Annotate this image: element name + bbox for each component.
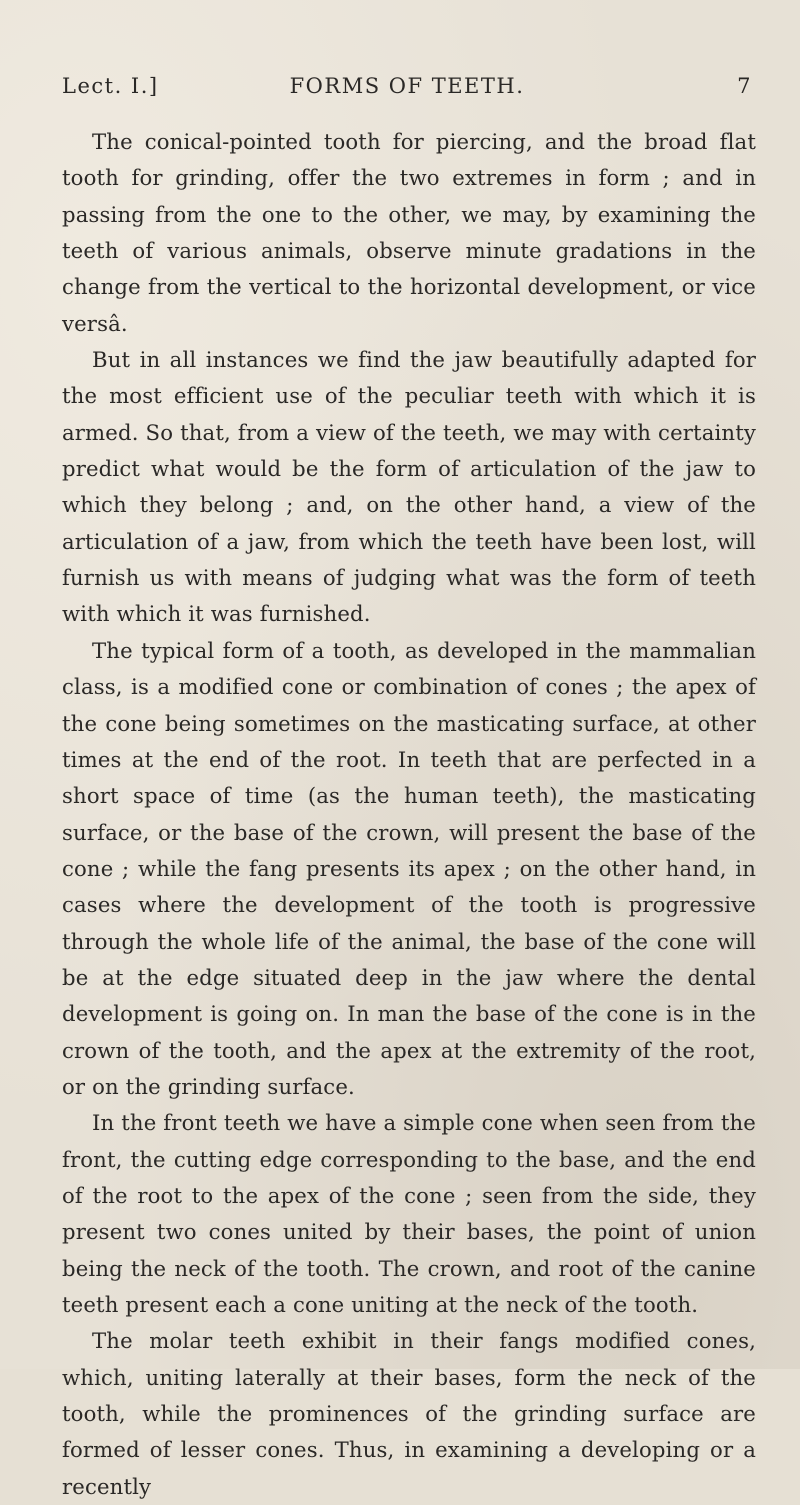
lecture-reference: Lect. I.] [62, 74, 159, 98]
running-head [62, 74, 752, 104]
page-number: 7 [737, 74, 752, 98]
paragraph-3: The typical form of a tooth, as developed in the mammalian class, is a modified cone or combination of cones ; the apex of the cone being sometimes on the masticating surface, at other times at the end of the root. In teeth that are perfected in a short space of time (as the human teeth), the masticating surface, or the base of the crown, will present the base of the cone ; while the fang presents its apex ; on the other hand, in cases where the development of the tooth is progressive through the whole life of the animal, the base of the cone will be at the edge situated deep in the jaw where the dental development is going on. In man the base of the cone is in the crown of the tooth, and the apex at the extremity of the root, or on the grinding surface. [62, 637, 756, 1099]
body-text [62, 124, 756, 1505]
paragraph-1: The conical-pointed tooth for piercing, and the broad flat tooth for grinding, offer the two extremes in form ; and in passing from the one to the other, we may, by examining the teeth of various animals, observe minute gradations in the change from the vertical to the horizontal development, or vice versâ. [62, 129, 756, 336]
paragraph-5: The molar teeth exhibit in their fangs modified cones, which, uniting laterally at their bases, form the neck of the tooth, while the prominences of the grinding surface are formed of lesser cones. Thus, in examining a developing or a recently [62, 1328, 756, 1499]
paragraph-2: But in all instances we find the jaw beautifully adapted for the most efficient use of the peculiar teeth with which it is armed. So that, from a view of the teeth, we may with certainty predict what would be the form of articulation of the jaw to which they belong ; and, on the other hand, a view of the articulation of a jaw, from which the teeth have been lost, will furnish us with means of judging what was the form of teeth with which it was furnished. [62, 347, 756, 627]
paragraph-4: In the front teeth we have a simple cone when seen from the front, the cutting edge corresponding to the base, and the end of the root to the apex of the cone ; seen from the side, they present two cones united by their bases, the point of union being the neck of the tooth. The crown, and root of the canine teeth present each a cone uniting at the neck of the tooth. [62, 1110, 756, 1317]
chapter-title: FORMS OF TEETH. [289, 74, 525, 98]
